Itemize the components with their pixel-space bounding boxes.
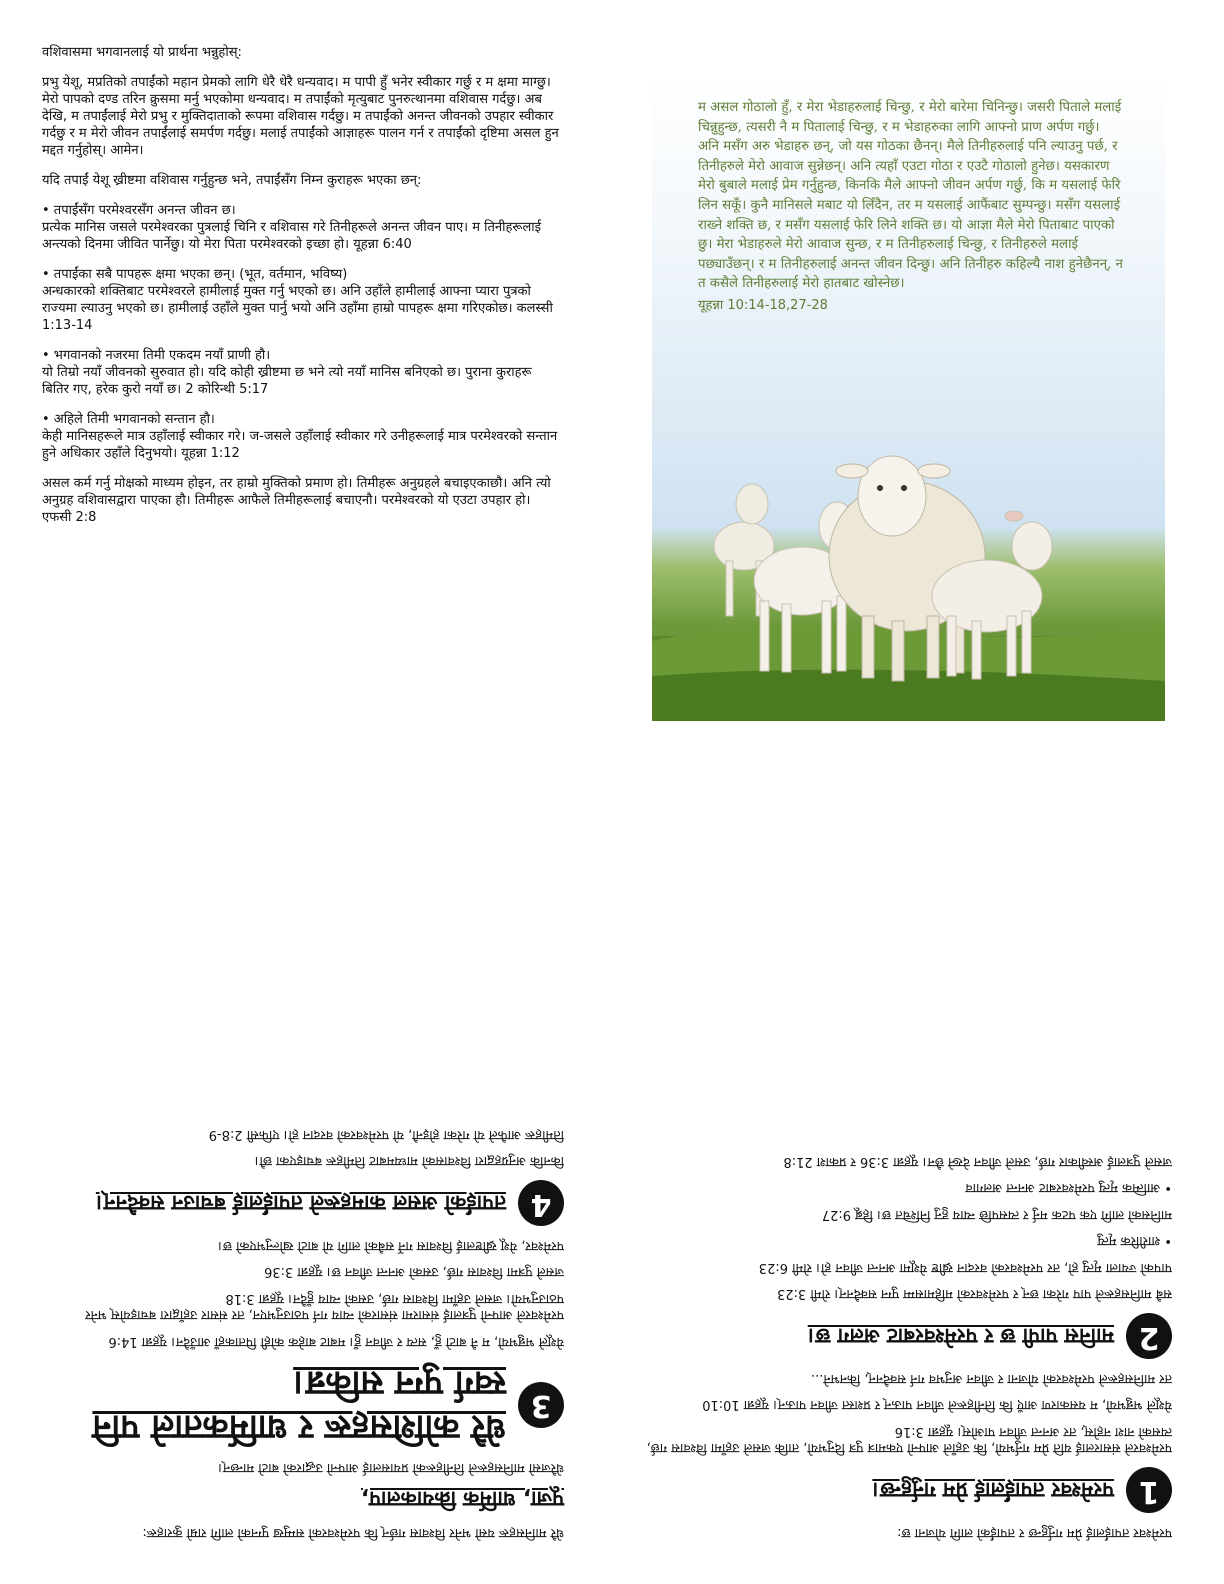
prayer-intro: वशिवासमा भगवानलाई यो प्रार्थना भन्नुहोस्: <box>42 45 242 60</box>
section-number-2: 2 <box>1126 1314 1172 1360</box>
sections-1-2-panel <box>640 800 1172 1540</box>
section-1-text: परमेश्वरले संसारलाई यति प्रेम गर्नुभयो, कि उहाँले आफ्नो एकमात्र पुत्र दिनुभयो, ताकि जसले उहाँमा विश्वास गर्छ, त्यसको नाश नहोस्, तर अनन्त जीवन पाओस्। यूहन्ना 3:16 <box>646 1424 1172 1456</box>
if-believe-text: यदि तपाईं येशू ख्रीष्टमा वशिवास गर्नुहुन्छ भने, तपाईंसँग निम्न कुराहरू भएका छन्: <box>42 173 422 188</box>
section-3-heading <box>42 1361 564 1449</box>
assurance-body: केही मानिसहरूले मात्र उहाँलाई स्वीकार गरे। ज-जसले उहाँलाई स्वीकार गरे उनीहरूलाई मात्र परमेश्वरको सन्तान हुने अधिकार उहाँले दिनुभयो। यूहन्ना 1:12 <box>42 429 558 461</box>
section-4-text: तिमीहरू आफैले यो गरेका होइनौ, यो परमेश्वरको वरदान हो। एफिसी 2:8-9 <box>208 1127 564 1142</box>
bl-intro: धेरै मानिसहरू यसो भनेर विश्वास गर्छन् कि परमेश्वरको सम्मुख पुग्नको लागि राम्रो कुराहरू: <box>142 1525 564 1540</box>
section-3-text: परमेश्वर, येशू ख्रीष्टलाई विश्वास गर्ने सबैको लागि यो बाटो खोल्नुभएको छ। <box>217 1238 564 1253</box>
section-number-1: 1 <box>1126 1468 1172 1514</box>
bl-sub-heading: पूजा, धार्मिक क्रियाकलाप, <box>361 1487 564 1512</box>
section-3-text: जसले पुत्रमा विश्वास गर्छ, उसको अनन्त जीवन छ। यूहन्ना 3:36 <box>264 1264 564 1280</box>
sheep-panel <box>652 76 1165 721</box>
sections-3-4-panel <box>42 800 564 1540</box>
assurance-body: यो तिम्रो नयाँ जीवनको सुरुवात हो। यदि कोही ख्रीष्टमा छ भने त्यो नयाँ मानिस बनिएको छ। पुराना कुराहरू बितिर गए, हरेक कुरो नयाँ छ। 2 कोरिन्थी 5:17 <box>42 365 532 397</box>
section-2-heading <box>640 1314 1172 1360</box>
assurance-title: • तपाईंका सबै पापहरू क्षमा भएका छन्। (भूत, वर्तमान, भविष्य) <box>42 267 348 282</box>
john-10-verse <box>698 98 1123 316</box>
section-2-text: • आत्मिक मृत्यु परमेश्वरबाट अनन्त अलगाव <box>965 1180 1172 1196</box>
assurance-eternal-life <box>42 202 562 253</box>
section-1-heading <box>640 1468 1172 1514</box>
section-3-text: येशूले भन्नुभयो, म नै बाटो हुँ, सत्य र जीवन हुँ। मबाट बाहेक कोही पिताकहाँ आउँदैन। यूहन्ना 14:6 <box>108 1334 564 1349</box>
section-2-text: पापको ज्याला मृत्यु हो, तर परमेश्वरको वरदान ख्रीष्ट येशूमा अनन्त जीवन हो। रोमी 6:23 <box>758 1260 1172 1275</box>
assurance-forgiven <box>42 266 562 334</box>
section-3-title: धेरै कोशिसहरू र धार्मिकताले पनि स्वर्ग पुग्न सकिन्न। <box>92 1363 506 1447</box>
section-2-title: मानिस पापी छ र परमेश्वरबाट अलग छ। <box>807 1324 1114 1349</box>
verse-text: म असल गोठालो हुँ, र मेरा भेडाहरुलाई चिन्छु, र मेरो बारेमा चिनिन्छु। जसरी पिताले मलाई चिन्नुहुन्छ, त्यसरी नै म पितालाई चिन्छु, र म भेडाहरुका लागि आफ्नो प्राण अर्पण गर्छु। अनि मसँग अरु भेडाहरु छन्, जो यस गोठका छैनन्। मैले तिनीहरुलाई पनि ल्याउनु पर्छ, र तिनीहरुले मेरो आवाज सुन्नेछन्। अनि त्यहाँ एउटा गोठा र एउटै गोठालो हुनेछ। यसकारण मेरो बुबाले मलाई प्रेम गर्नुहुन्छ, किनकि मैले आफ्नो जीवन अर्पण गर्छु, कि म यसलाई फेरि लिन सकूँ। कुनै मानिसले मबाट यो लिँदैन, तर म यसलाई आफैंबाट सुम्पन्छु। मसँग यसलाई राख्ने शक्ति छ, र मसँग यसलाई फेरि लिने शक्ति छ। यो आज्ञा मैले मेरो पिताबाट पाएको छु। मेरा भेडाहरुले मेरो आवाज सुन्छ, र म तिनीहरुलाई चिन्छु, र तिनीहरुले मलाई पछ्याउँछन्। र म तिनीहरुलाई अनन्त जीवन दिन्छु। अनि तिनीहरु कहिल्यै नाश हुनेछैनन्, न त कसैले तिनीहरुलाई मेरो हातबाट खोस्नेछ। <box>698 100 1123 292</box>
verse-reference: यूहन्ना 10:14-18,27-28 <box>698 297 828 313</box>
section-number-4: 4 <box>518 1181 564 1227</box>
section-3-text: परमेश्वरले आफ्नो पुत्रलाई संसारमा संसारको न्याय गर्न पठाउनुभएन, तर संसार उहाँद्वारा बचाइयोस् भनेर पठाउनुभयो। जसले उहाँमा विश्वास गर्छ, उसको न्याय हुँदैन। यूहन्ना 3:18 <box>85 1291 564 1323</box>
section-4-heading <box>42 1181 564 1227</box>
section-2-text: जसले पुत्रलाई अस्वीकार गर्छ, उसले जीवन देख्ने छैन। यूहन्ना 3:36 र प्रकाश 21:8 <box>783 1154 1172 1169</box>
section-1-title: परमेश्वर तपाईंलाई प्रेम गर्नुहुन्छ। <box>872 1478 1114 1503</box>
section-number-3: 3 <box>518 1382 564 1428</box>
assurance-body: प्रत्येक मानिस जसले परमेश्वरका पुत्रलाई चिनि र वशिवास गरे तिनीहरूले अनन्त जीवन पाए। म तिनीहरूलाई अन्त्यको दिनमा जीवित पार्नेछु। यो मेरा पिता परमेश्वरको इच्छा हो। यूहन्ना 6:40 <box>42 220 542 252</box>
prayer-text: प्रभु येशू, मप्रतिको तपाईंको महान प्रेमको लागि धेरै धेरै धन्यवाद। म पापी हुँ भनेर स्वीकार गर्छु र म क्षमा माग्छु। मेरो पापको दण्ड तरिन क्रुसमा मर्नु भएकोमा धन्यवाद। म तपाईंको मृत्युबाट पुनरुत्थानमा वशिवास गर्दछु। अब देखि, म तपाईंलाई मेरो प्रभु र मुक्तिदाताको रूपमा वशिवास गर्दछु। म तपाईंको अनन्त जीवनको उपहार स्वीकार गर्दछु र म मेरो जीवन तपाईंलाई समर्पण गर्दछु। मलाई तपाईंको आज्ञाहरू पालन गर्न र तपाईंको दृष्टिमा असल हुन मद्दत गर्नुहोस्। आमेन। <box>42 75 559 158</box>
section-4-title: तपाईंको असल कामहरूले तपाईंलाई बचाउन सक्दैनन्। <box>95 1191 506 1216</box>
section-1-text: येशूले भन्नुभयो, म यसकारण आएँ कि तिनीहरूले जीवन पाऊन् र प्रशस्त जीवन पाऊन्। यूहन्ना 10:10 <box>702 1397 1172 1413</box>
assurance-title: • भगवानको नजरमा तिमी एकदम नयाँ प्राणी हौ। <box>42 348 271 363</box>
assurance-new-creation <box>42 347 562 398</box>
section-2-text: सबै मानिसहरूले पाप गरेका छन् र परमेश्वरको महिमासम्म पुग्न सक्दैनन्। रोमी 3:23 <box>777 1286 1172 1302</box>
br-intro: परमेश्वर तपाईंलाई प्रेम गर्नुहुन्छ र तपाईंको लागि योजना छ: <box>897 1525 1172 1540</box>
assurance-title: • अहिले तिमी भगवानको सन्तान हौ। <box>42 412 215 427</box>
assurance-child-of-god <box>42 411 562 462</box>
section-1-text: तर मानिसहरूले परमेश्वरको योजना र जीवन अनुभव गर्न सक्दैनन्, किनभने... <box>810 1371 1172 1386</box>
assurance-body: अन्धकारको शक्तिबाट परमेश्वरले हामीलाई मुक्त गर्नु भएको छ। अनि उहाँले हामीलाई आफ्ना प्यारा पुत्रको राज्यमा ल्याउनु भएको छ। हामीलाई उहाँले मुक्त पार्नु भयो अनि उहाँमा हाम्रो पापहरू क्षमा गरिएकोछ। कलस्सी 1:13-14 <box>42 284 553 333</box>
prayer-column <box>42 44 562 539</box>
section-2-text: • शारीरिक मृत्यु <box>1097 1233 1172 1249</box>
section-2-text: मानिसको लागि एक पटक मर्नु र त्यसपछि न्याय हुनु निश्चित छ। हिब्रू 9:27 <box>821 1207 1172 1222</box>
assurance-title: • तपाईंसँग परमेश्वरसँग अनन्त जीवन छ। <box>42 203 236 218</box>
section-4-text: किनकि अनुग्रहद्वारा विश्वासको माध्यमबाट तिमीहरू बचाइएका छौ। <box>254 1153 564 1169</box>
bl-sub-text: धेरैजसो मानिसहरूले तिनीहरूको प्रयासलाई आफ्नो उद्धारको बाटो मान्छन्। <box>218 1460 564 1476</box>
closing-text: असल कर्म गर्नु मोक्षको माध्यम होइन, तर हाम्रो मुक्तिको प्रमाण हो। तिमीहरू अनुग्रहले बचाइएकाछौ। अनि त्यो अनुग्रह वशिवासद्वारा पाएका हौ। तिमीहरू आफैले तिमीहरूलाई बचाएनौ। परमेश्वरको यो एउटा उपहार हो। एफसी 2:8 <box>42 476 551 525</box>
